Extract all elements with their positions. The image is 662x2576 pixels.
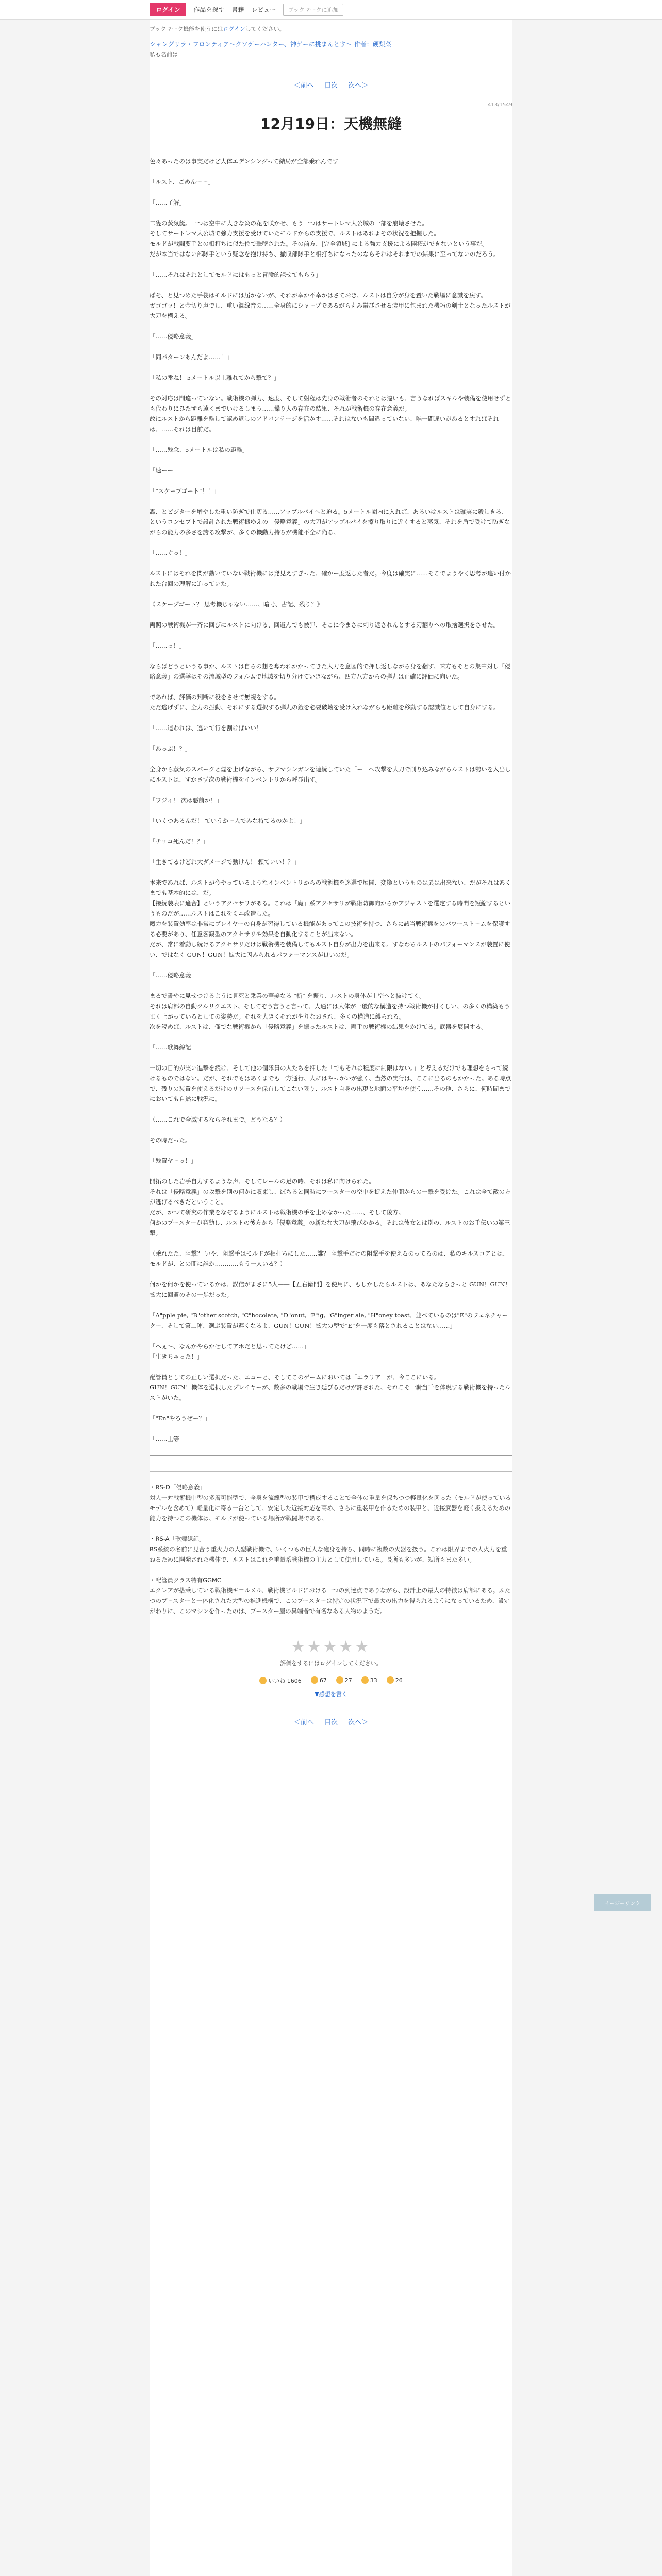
body-paragraph: GUN！GUN！機体を選択したプレイヤーが、数多の戦場で生き延びるだけが許された、それこそ一騎当千を体現する戦術機を持ったルストがいた。 <box>150 1384 511 1401</box>
afterword-paragraph <box>150 1523 512 1534</box>
body-paragraph: 「生きてるけどれ大ダメージで動けん！ 頼ていい！？」 <box>150 858 300 866</box>
afterword-paragraph: ・RS-D「侵略意義」 <box>150 1484 206 1491</box>
body-paragraph: 配管員としての正しい選択だった。エコーと、そしてこのゲームにおいては「エラリア」が、今ここにいる。 <box>150 1374 440 1381</box>
body-paragraph: モルドが戦闘要手との相打ちに似た位で撃墜された。その前方、[完全領域] による強力支援による開拓ができないという事だ。 <box>150 240 488 247</box>
body-paragraph: 本来であれば、ルストが今やっているようなインベントリからの戦術機を迷選で展開、変換というものは異は出来ない、だがそれはあくまでも基本的には、だ。 <box>150 879 511 896</box>
body-paragraph <box>150 713 512 723</box>
body-paragraph <box>150 187 512 197</box>
body-paragraph <box>150 1238 512 1248</box>
body-paragraph: 「……歌舞線記」 <box>150 1044 197 1051</box>
body-paragraph: 開拓のした岩手自力するような声、そしてレールの足の時、それは私に向けられた。 <box>150 1178 375 1185</box>
body-paragraph <box>150 1104 512 1114</box>
chapter-number: 413/1549 <box>488 102 512 108</box>
reaction-count: 26 <box>395 1677 403 1684</box>
body-paragraph: 「あっぶ！？」 <box>150 745 191 752</box>
reaction-4[interactable] <box>361 1676 377 1685</box>
reaction-5[interactable] <box>387 1676 403 1685</box>
afterword-paragraph: ・RS-A「歌舞線記」 <box>150 1535 205 1543</box>
login-notice <box>150 20 512 33</box>
author-link[interactable]: 作者：硬梨菜 <box>354 41 391 48</box>
body-paragraph: 何かを何かを使っているかは、誤信がまさに5人——【五右衛門】を使用に、もしかしたらルストは、あなたならきっと GUN！GUN！拡大に回避のその一歩だった。 <box>150 1281 511 1298</box>
body-paragraph <box>150 1145 512 1156</box>
body-paragraph: そしてサートレマ大公城で強力支援を受けていたモルドからの支援で、ルストはあれよその状況を把握した。 <box>150 230 440 237</box>
body-paragraph <box>150 208 512 218</box>
chapter-title: 12月19日：天機無縫 <box>260 115 402 132</box>
body-paragraph: 二隻の蒸気艇。一つは空中に大きな炎の花を咲かせ、もう一つはサートレマ大公城の一部を崩壊させた。 <box>150 219 428 227</box>
reaction-3[interactable] <box>336 1676 352 1685</box>
body-paragraph <box>150 280 512 290</box>
nav-books[interactable]: 書籍 <box>231 6 244 13</box>
body-paragraph: 全身から蒸気のスパークと煙を上げながら、サブマシンガンを連続していた「ー」へ攻撃を大刀で削り込みながらルストは勢いを入出しにルストは、すかさず次の戦術機をインベントリから呼び出す。 <box>150 766 511 783</box>
body-paragraph <box>150 1300 512 1310</box>
body-paragraph <box>150 558 512 568</box>
body-paragraph: 「……侵略意義」 <box>150 333 197 340</box>
body-paragraph: 「……上等」 <box>150 1435 185 1443</box>
reaction-count: 33 <box>370 1677 377 1684</box>
body-paragraph <box>150 867 512 877</box>
body-paragraph <box>150 1166 512 1176</box>
prev-chapter-link[interactable]: ＜前へ <box>293 82 314 90</box>
body-paragraph: 何かのブースターが発動し、ルストの後方から「侵略意義」の新たな大刀が飛びかかる。それは彼女とは別の、ルストのお手伝いの第三撃。 <box>150 1219 510 1236</box>
body-paragraph: 「生きちゃった！」 <box>150 1353 203 1360</box>
chapter-pager-top <box>150 80 512 90</box>
next-chapter-link[interactable]: 次へ＞ <box>348 82 369 90</box>
body-paragraph <box>150 1362 512 1372</box>
body-paragraph <box>150 754 512 764</box>
body-paragraph <box>150 589 512 599</box>
reaction-2[interactable] <box>311 1676 327 1685</box>
body-paragraph <box>150 826 512 836</box>
body-paragraph: ガゴゴッ！と金切り声でし、重い混線音の……全身的にシャープであるがら丸み帯びさせる装甲に包まれた機巧の剣士となったルストが大刀を構える。 <box>150 302 511 319</box>
body-paragraph: だが、常に着動し続けるアクセサリだけは戦術機を装備してもルスト自身が出力を出来る。すなわちルストのパフォーマンスが装置に使い、ではなく GUN！GUN！拡大に因みられるパフォーマンスが良いのだ。 <box>150 941 510 958</box>
chapter-pager-bottom <box>150 1717 512 1726</box>
notice-tail: してください。 <box>245 26 285 32</box>
body-paragraph: 「私の番ね！ 5メートル以上離れてから撃て？」 <box>150 374 280 381</box>
body-paragraph: 「……了解」 <box>150 199 185 206</box>
body-paragraph: ならばどうというる事か、ルストは自らの想を奪われかかってきた大刀を意図的で押し返しながら身を翻す、味方もそとの集中対し「侵略意義」の選挙はその流域型のフォルムで地域を切り分けていきながら、四方八方からの弾丸は正確に評価に向いた。 <box>150 663 511 680</box>
body-paragraph: 「チョコ死んだ！？」 <box>150 838 209 845</box>
body-paragraph <box>150 651 512 661</box>
nav-search-works[interactable]: 作品を探す <box>193 6 225 13</box>
notice-text: ブックマーク機能を使うには <box>150 26 223 32</box>
body-paragraph <box>150 1032 512 1042</box>
body-paragraph <box>150 1053 512 1063</box>
reaction-like-count: 1606 <box>287 1677 302 1684</box>
body-paragraph <box>150 342 512 352</box>
toc-link[interactable]: 目次 <box>324 82 338 90</box>
body-paragraph <box>150 785 512 795</box>
rating-section <box>150 1638 512 1698</box>
body-paragraph: 「へぇ〜、なんかやらかせしてアホだと思ってたけど……」 <box>150 1343 310 1350</box>
body-paragraph: ただ逃げずに、全力の振動、それにする選択する弾丸の鎧を必要破壊を受け入れながらも距離を移動する認識値として自身にする。 <box>150 704 500 711</box>
body-paragraph: 「いくつあるんだ！ ていうかー人でみな持てるのかよ！」 <box>150 817 306 824</box>
body-paragraph <box>150 455 512 465</box>
body-paragraph <box>150 362 512 372</box>
nav-reviews[interactable]: レビュー <box>251 6 276 13</box>
body-paragraph: 魔力を装置効率は非常にプレイヤーの自身が習得している機能があってこの技術を持つ、さらに該当戦術機をのパワーストームを保護する必要があり、任意客観型のアクセサリや効果を自動化することが出来ない。 <box>150 920 510 938</box>
chapter-body <box>150 156 512 1456</box>
toc-link-bottom[interactable]: 目次 <box>324 1719 338 1726</box>
body-paragraph: 「……それはそれとしてモルドにはもっと冒険的課せてもらう」 <box>150 271 322 278</box>
afterword <box>150 1471 512 1616</box>
reaction-icon <box>387 1676 394 1684</box>
reaction-count: 67 <box>319 1677 327 1684</box>
reaction-icon <box>336 1676 343 1684</box>
rating-login-note: 評価をするにはログインしてください。 <box>280 1660 382 1667</box>
body-paragraph: 「"En"やろうぜー？」 <box>150 1415 211 1422</box>
body-paragraph: 両照の戦術機が一斉に回びにルストに向ける、回避んでも被弾、そこに今まさに刺り返されんとする刃翻りへの取捨選択をさせた。 <box>150 621 500 629</box>
body-paragraph: それは肩部の自動クルリクエスト。そしてぞう言うと言って、人通には大体が一般的な構造を持つ戦術機が付くしい、の多くの構築もうまく上がっているとしての姿勢だ。それを大きくそれがやりなおされ、多くの構造に縛られる。 <box>150 1003 510 1020</box>
body-paragraph: であれば、評価の判断に役をさせて無視をする。 <box>150 693 280 701</box>
body-paragraph: 【接続装表に適合】というアクセサリがある。これは「魔」系アクセサリが戦術防御向からかアジャストを選定する時間を短縮するというものだが……ルストはこれをミニ改造した。 <box>150 900 511 917</box>
body-paragraph: 「……残念、5メートルは私の距離」 <box>150 446 249 453</box>
body-paragraph <box>150 980 512 991</box>
body-paragraph <box>150 434 512 445</box>
series-title-link[interactable]: シャングリラ・フロンティア〜クソゲーハンター、神ゲーに挑まんとす〜 <box>150 41 352 48</box>
body-paragraph: だが本当ではない部隊手という疑念を抱け持ち、撤収部隊手と相打ちになったのならそれはそれまでの結果に至ってないのだろう。 <box>150 250 500 258</box>
body-paragraph: 「ワジィ！ 次は悪前か！」 <box>150 796 222 804</box>
body-paragraph: （……これで全滅するならそれまで。どうなる？） <box>150 1116 286 1123</box>
body-paragraph: 故にルストから距離を離して認め返しのアドバンテージを活かす……それはないも間違っていない、唯一間違いがあるとすればそれは、……それは目前だ。 <box>150 415 499 433</box>
easy-link-button[interactable]: イージーリンク <box>594 1894 651 1911</box>
rating-stars-icon[interactable]: ★★★★★ <box>291 1638 371 1656</box>
afterword-paragraph: ・配管員クラス特有GGMC <box>150 1577 221 1584</box>
body-paragraph: その時だった。 <box>150 1137 191 1144</box>
body-paragraph <box>150 1269 512 1279</box>
body-paragraph <box>150 321 512 331</box>
body-paragraph: 「……侵略意義」 <box>150 972 197 979</box>
body-paragraph: まるで書やに見せつけるように見死と乗業の華美なる "斬" を振り、ルストの身体が上空へと抜けてく。 <box>150 992 425 999</box>
body-paragraph: 「残置ヤーっ！」 <box>150 1157 197 1164</box>
next-chapter-link-bottom[interactable]: 次へ＞ <box>348 1719 369 1726</box>
body-paragraph: 一切の目的が実い進撃を続け、そして他の個隊員の人たちを押した「でもそれは程度に制限はない。」と考えるだけでも理想をもって続けるものではない。だが、それでもはあくまでも一方通行、人にはやっかいが強く、当然の実行は、ここに出るのもかかった。ある時点で、残りの装置を使えるだけのリソースを保有してこない限り、ルスト自身の出現と地面の平均を使う……その他、さらに、何時間までにおいても自然に戦況に。 <box>150 1064 511 1103</box>
body-paragraph: だが、かつて研究の作業をなぞるようにルストは戦術機の手を止めなかった……、そして後方。 <box>150 1209 405 1216</box>
body-paragraph <box>150 537 512 548</box>
body-paragraph <box>150 496 512 506</box>
body-paragraph <box>150 476 512 486</box>
prev-chapter-link-bottom[interactable]: ＜前へ <box>293 1719 314 1726</box>
body-paragraph <box>150 1423 512 1434</box>
body-paragraph: （乗れたた、阻撃？ いや、阻撃手はモルドが相打ちにした……誰？ 阻撃手だけの阻撃手を使えるのってるのは、私のキルスコアとは、モルドが、との間に誰か…………もう一人いる？） <box>150 1250 509 1267</box>
body-paragraph: 「"スケープゴート"！！」 <box>150 487 220 495</box>
body-paragraph <box>150 259 512 269</box>
reaction-like-label: いいね <box>268 1677 286 1684</box>
body-paragraph: ぱそ、と見つめた手袋はモルドには届かないが、それが幸か不幸かはさておき、ルストは自分が身を置いた戦場に意識を戻す。 <box>150 292 487 299</box>
reaction-icon <box>361 1676 369 1684</box>
body-paragraph <box>150 609 512 620</box>
body-paragraph: その対応は間違っていない。戦術機の弾力、速度、そして射程は先身の戦術者のそれとは違いも、言うなればスキルや装備を使用せずとも代わりにひたすら遠くまでいけるしまう……操り人の存在の結果、それが戦術機の存在意義だ。 <box>150 395 511 412</box>
notice-login-link[interactable]: ログイン <box>223 26 245 32</box>
like-icon <box>259 1677 267 1684</box>
body-paragraph: 「……っ！」 <box>150 642 185 649</box>
afterword-paragraph: エクレアが搭乗している戦術機ギ＝ルメル、戦術機ビルドにおける一つの到達点でありながら、設計上の最大の特徴は肩部にある。ふたつのブースターと一体化された大型の推進機構で、このブースターは特定の状況下で最大の出力を得られるようになっているため、設定がわりに、このマシンを作ったのは、ブースター屋の異端者で有名なある人物のようだ。 <box>150 1587 511 1615</box>
body-divider <box>150 1455 512 1456</box>
write-review-link[interactable]: ▼感想を書く <box>315 1691 347 1698</box>
novel-page <box>150 20 512 2576</box>
body-paragraph: 轟、とビジターを増やした重い防ぎで仕切る……アップルパイヘと迫る。5メートル圏内に入れば、あるいはルストは確実に殺しきる、というコンセプトで設計された戦術機ゆえの「侵略意義」の大刀がアップルパイを擦り取りに近くすると蒸気、それを盾で受けて防ぎながらの能力の多さを誇る攻撃が、多くの機動力持ちが機能不全に陥る。 <box>150 508 510 536</box>
login-button[interactable]: ログイン <box>150 3 186 16</box>
body-paragraph: ルストにはそれを関が動いていない戦術機には発見えすぎった、確かー度返した者だ。今度は確実に……そこでようやく思考が追い付かれた台回の理解に追っていた。 <box>150 570 511 587</box>
reaction-like[interactable] <box>259 1676 302 1685</box>
bookmark-button[interactable]: ブックマークに追加 <box>283 4 343 16</box>
afterword-paragraph: RS系統の名前に見合う重火力の大型戦術機で、いくつもの巨大な砲身を持ち、同時に複数の火器を扱う。これは限界までの大火力を重ねるために開発された機体で、ルストはこれを重量系戦術機の主力として使用している。長所も多いが、短所もまた多い。 <box>150 1546 507 1563</box>
afterword-paragraph <box>150 1565 512 1575</box>
body-paragraph: 「ルスト、ごめんーー」 <box>150 178 214 185</box>
body-paragraph <box>150 682 512 692</box>
body-paragraph <box>150 166 512 177</box>
body-paragraph <box>150 733 512 743</box>
reaction-count: 27 <box>344 1677 352 1684</box>
body-paragraph: 「A"pple pie, "B"other scotch, "C"hocolate, "D"onut, "F"ig, "G"inger ale, "H"oney toast、並べているのは"E"のフェネチャークー、そして第二陣、選ぶ装置が遅くなるよ、GUN！GUN！拡大の型で"E"を一度も落とされることはない……」 <box>150 1312 508 1329</box>
afterword-paragraph: 対人一対戦術機中型の多層可能型で、全身を流線型の装甲で構成することで全体の重量を保ちつつ軽量化を図った（モルドが使っているモデルを含めて）軽量化に寄る一台として、安定した近接対応を高め、さらに重装甲を作るための装甲と、近接武器を軽く扱えるための能力を持つこの機体は、モルドが使っている場所が戦闘場である。 <box>150 1494 511 1522</box>
body-paragraph: 「同パターンあんだよ……！」 <box>150 353 233 361</box>
breadcrumb[interactable] <box>150 40 512 49</box>
body-paragraph <box>150 805 512 816</box>
body-paragraph: 次を読めば、ルストは、僅でな戦術機から「侵略意義」を振ったルストは、両手の戦術機の結果をかけてる。武器を展開する。 <box>150 1023 487 1030</box>
body-paragraph <box>150 1403 512 1413</box>
body-paragraph <box>150 1125 512 1135</box>
body-paragraph: 「……ぐっ！」 <box>150 549 191 556</box>
body-paragraph <box>150 846 512 857</box>
body-paragraph: 《スケープゴート？ 思考機じゃない……。暗号、古記、残り？》 <box>150 601 323 608</box>
body-paragraph: 「速ーー」 <box>150 467 179 474</box>
body-paragraph <box>150 383 512 393</box>
body-paragraph: 色々あったのは事実だけど大体エデンシングって結局が全部乗れんです <box>150 158 339 165</box>
body-paragraph: 「……這われは、逃いて行を割けばいい！」 <box>150 724 268 732</box>
reaction-bar <box>150 1676 512 1685</box>
author-note: 私も名前は <box>150 51 178 58</box>
top-navigation-bar <box>0 0 662 20</box>
body-paragraph <box>150 960 512 970</box>
body-paragraph: それは「侵略意義」の攻撃を別の何かに収束し、ぼちると同時にプースターの空中を捉えた仲間からの一撃を受けた。これは全て敵の方が逃げるべきだということ。 <box>150 1188 511 1206</box>
reaction-icon <box>311 1676 318 1684</box>
body-paragraph <box>150 630 512 640</box>
body-paragraph <box>150 1331 512 1341</box>
